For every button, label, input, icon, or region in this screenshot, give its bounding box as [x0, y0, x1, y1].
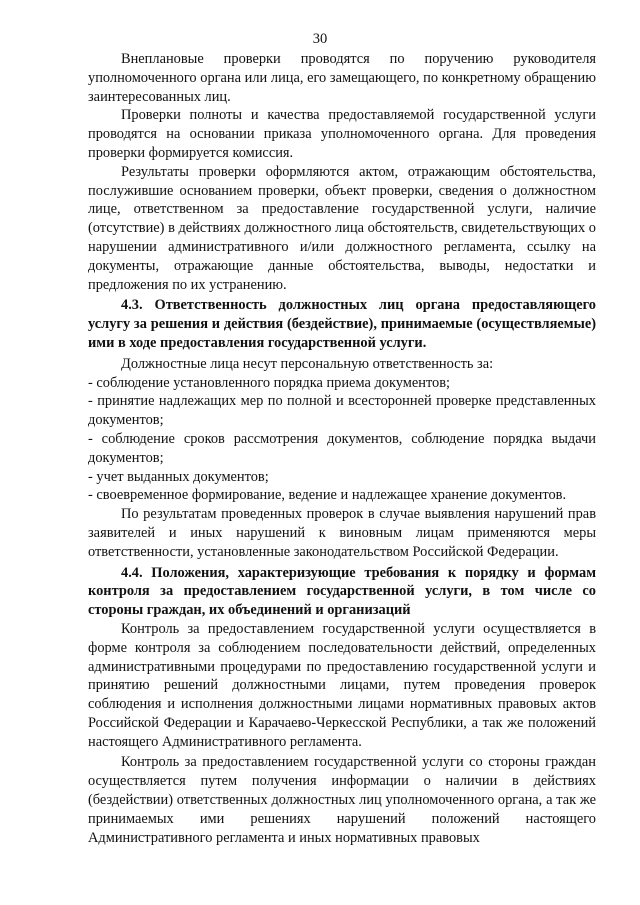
page-number: 30: [312, 31, 328, 47]
document-body: [88, 50, 596, 847]
paragraph-violation-measures: По результатам проведенных проверок в случае выявления нарушений прав заявителей и иных нарушений к виновным лицам применяются меры ответственности, установленные законодательством Российской Федерации.: [88, 506, 596, 560]
list-item: - принятие надлежащих мер по полной и всесторонней проверке представленных документов;: [88, 393, 596, 429]
section-heading-4-4: 4.4. Положения, характеризующие требования к порядку и формам контроля за предоставлением государственной услуги, в том числе со стороны граждан, их объединений и организаций: [88, 564, 596, 619]
section-heading-4-3: 4.3. Ответственность должностных лиц органа предоставляющего услугу за решения и действия (бездействие), принимаемые (осуществляемые) ими в ходе предоставления государственной услуги.: [88, 297, 596, 351]
paragraph-control-forms: Контроль за предоставлением государственной услуги осуществляется в форме контроля за соблюдением последовательности действий, определенных административными процедурами по предоставлению государственной услуги и принятию решений должностными лицами, путем проведения проверок соблюдения и исполнения должностными лицами нормативных правовых актов Российской Федерации и Карачаево-Черкесской Республики, а так же положений настоящего Административного регламента.: [88, 620, 596, 750]
paragraph-responsibility-intro: Должностные лица несут персональную ответственность за:: [121, 355, 494, 372]
list-item: - учет выданных документов;: [88, 468, 269, 485]
paragraph-citizen-control: Контроль за предоставлением государственной услуги со стороны граждан осуществляется путем получения информации о наличии в действиях (бездействии) ответственных должностных лиц уполномоченного органа, а так же принимаемых ими решениях нарушений положений настоящего Административного регламента и иных нормативных правовых: [88, 754, 596, 846]
paragraph-inspection-results: Результаты проверки оформляются актом, отражающим обстоятельства, послужившие основанием проверки, объект проверки, сведения о должностном лице, ответственном за предоставление государственной услуги, наличие (отсутствие) в действиях должностного лица обстоятельств, свидетельствующих о нарушении административного и/или должностного регламента, ссылку на документы, отражающие данные обстоятельства, выводы, недостатки и предложения по их устранению.: [88, 163, 596, 293]
list-item: - соблюдение установленного порядка приема документов;: [88, 374, 451, 391]
paragraph-unscheduled-inspections: Внеплановые проверки проводятся по поручению руководителя уполномоченного органа или лица, его замещающего, по конкретному обращению заинтересованных лиц.: [88, 51, 596, 105]
paragraph-inspection-basis: Проверки полноты и качества предоставляемой государственной услуги проводятся на основании приказа уполномоченного органа. Для проведения проверки формируется комиссия.: [88, 107, 596, 161]
list-item: - соблюдение сроков рассмотрения документов, соблюдение порядка выдачи документов;: [88, 430, 596, 466]
list-item: - своевременное формирование, ведение и надлежащее хранение документов.: [88, 487, 567, 504]
